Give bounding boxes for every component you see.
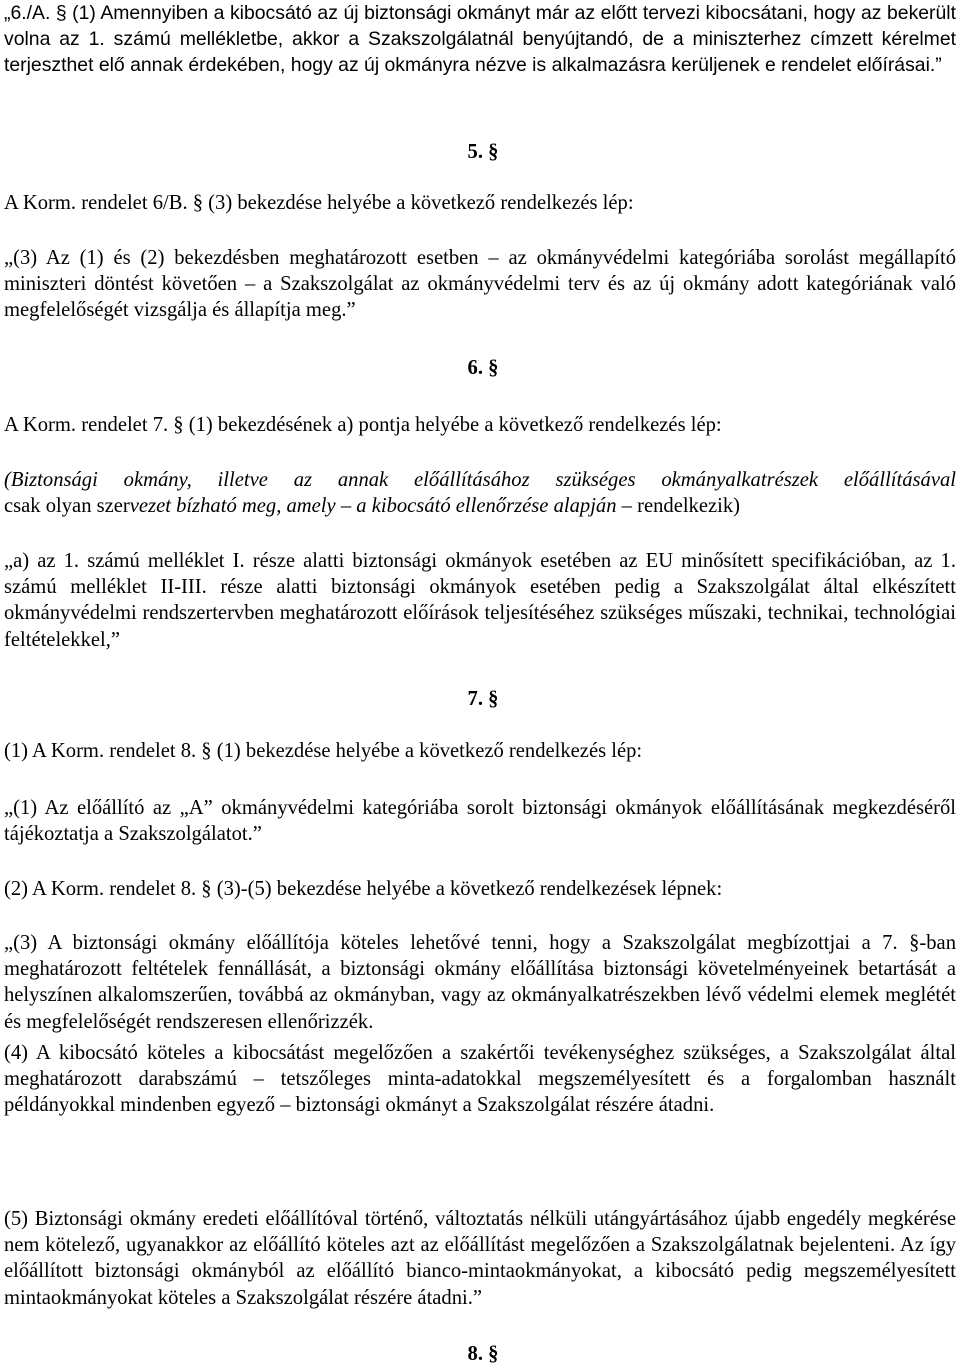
amendment-text-6: „a) az 1. számú melléklet I. része alatti biztonsági okmányok esetében az EU minősített specifikációban, az 1. számú melléklet II-III. része alatti biztonsági okmányok esetében pedig a Szakszolgálat által elkészített okmányvédelmi rendszertervben meghatározott előírások teljesítéséhez szükséges műszaki, technikai, technológiai feltételekkel,”	[4, 550, 956, 651]
amendment-text-7-2-para3: „(3) A biztonsági okmány előállítója köteles lehetővé tenni, hogy a Szakszolgálat megbízottjai a 7. §-ban meghatározott feltételek fennállását, a biztonsági okmány előállítása biztonsági követelményeinek betartását a helyszínen alkalomszerűen, továbbá az okmányban, vagy az okmányalkatrészekben lévő védelmi elemek meglétét és megfelelőségét rendszeresen ellenőrizzék.	[4, 932, 956, 1033]
context-line-2-italic: vezet bízható meg, amely – a kibocsátó ellenőrzése alapján –	[129, 495, 632, 518]
instruction-7-1: (1) A Korm. rendelet 8. § (1) bekezdése helyébe a következő rendelkezés lép:	[4, 740, 643, 762]
context-line-2-end: rendelkezik)	[631, 495, 741, 518]
context-line-2-plain: csak olyan szer	[4, 495, 130, 518]
context-text-6	[4, 467, 956, 519]
context-line-1: (Biztonsági okmány, illetve az annak előállításához szükséges okmányalkatrészek előállításával	[4, 469, 956, 491]
instruction-5: A Korm. rendelet 6/B. § (3) bekezdése helyébe a következő rendelkezés lép:	[4, 192, 634, 214]
amendment-text-5: „(3) Az (1) és (2) bekezdésben meghatározott esetben – az okmányvédelmi kategóriába sorolást megállapító miniszteri döntést követően – a Szakszolgálat az okmányvédelmi terv és az új okmány adott kategóriának való megfelelőségét vizsgálja és állapítja meg.”	[4, 247, 956, 322]
section-heading-5: 5. §	[467, 141, 499, 163]
section-heading-7: 7. §	[467, 688, 499, 710]
instruction-7-2: (2) A Korm. rendelet 8. § (3)-(5) bekezdése helyébe a következő rendelkezések lépnek:	[4, 878, 723, 900]
instruction-6: A Korm. rendelet 7. § (1) bekezdésének a) pontja helyébe a következő rendelkezés lép:	[4, 414, 722, 436]
section-heading-6: 6. §	[467, 357, 499, 379]
amendment-text-7-1: „(1) Az előállító az „A” okmányvédelmi kategóriába sorolt biztonsági okmányok előállításának megkezdéséről tájékoztatja a Szakszolgálatot.”	[4, 797, 956, 846]
section-heading-8: 8. §	[467, 1343, 499, 1365]
amendment-text-7-2-para5: (5) Biztonsági okmány eredeti előállítóval történő, változtatás nélküli utángyártásához újabb engedély megkérése nem kötelező, ugyanakkor az előállító köteles azt az előállítást megelőzően a Szakszolgálatnak bejelenteni. Az így előállított biztonsági okmányból az előállító bianco-mintaokmányokat, a kibocsátó pedig megszemélyesített mintaokmányokat köteles a Szakszolgálat részére átadni.”	[4, 1208, 956, 1309]
paragraph-6a: „6./A. § (1) Amennyiben a kibocsátó az új biztonsági okmányt már az előtt tervezi kibocsátani, hogy az bekerült volna az 1. számú mellékletbe, akkor a Szakszolgálatnál benyújtandó, de a miniszterhez címzett kérelmet terjeszthet elő annak érdekében, hogy az új okmányra nézve is alkalmazásra kerüljenek e rendelet előírásai.”	[4, 2, 956, 77]
amendment-text-7-2-para4: (4) A kibocsátó köteles a kibocsátást megelőzően a szakértői tevékenységhez szükséges, a Szakszolgálat által meghatározott darabszámú – tetszőleges minta-adatokkal megszemélyesített és a forgalomban használt példányokkal mindenben egyező – biztonsági okmányt a Szakszolgálat részére átadni.	[4, 1042, 956, 1117]
